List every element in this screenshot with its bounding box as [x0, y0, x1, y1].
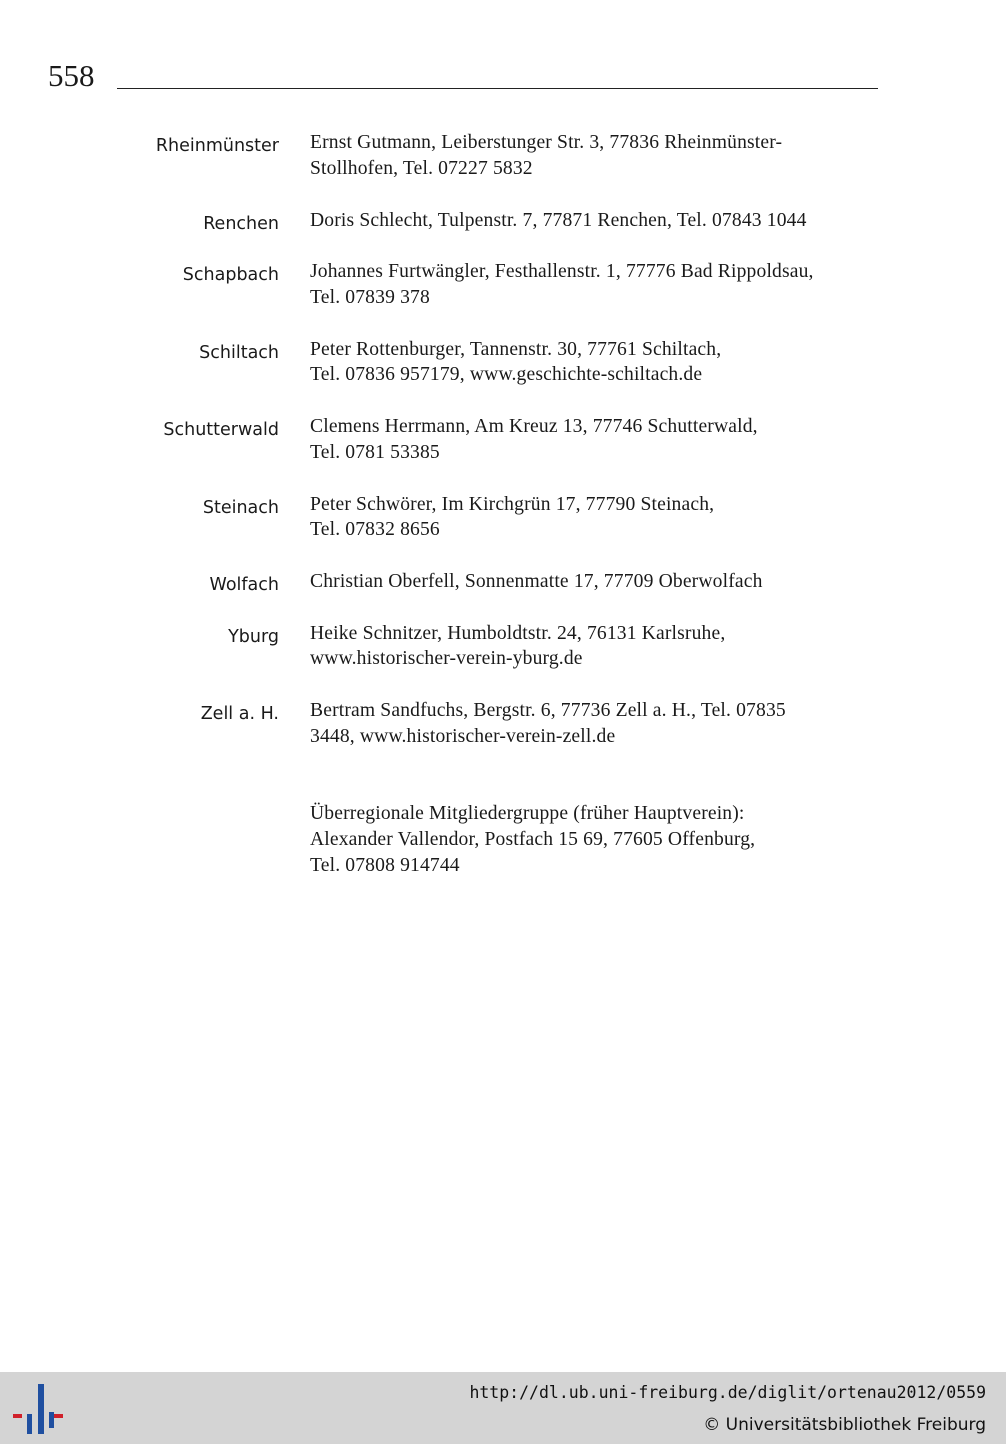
- address-line: Peter Schwörer, Im Kirchgrün 17, 77790 Steinach,: [310, 493, 715, 515]
- address-line: Heike Schnitzer, Humboldtstr. 24, 76131 Karlsruhe,: [310, 622, 726, 644]
- address-line: Tel. 07839 378: [310, 286, 430, 308]
- entry-place: Yburg: [228, 626, 279, 647]
- address-entry: [0, 208, 1006, 234]
- page-number: 558: [48, 58, 95, 93]
- header-rule: [117, 88, 878, 89]
- supraregional-line: Alexander Vallendor, Postfach 15 69, 77605 Offenburg,: [310, 828, 756, 850]
- supraregional-group: [310, 801, 755, 878]
- entry-place: Schutterwald: [163, 420, 279, 440]
- address-entry: [0, 337, 1006, 389]
- address-entry: [0, 698, 1006, 750]
- address-line: Clemens Herrmann, Am Kreuz 13, 77746 Schutterwald,: [310, 416, 758, 437]
- entry-address: [310, 569, 890, 595]
- library-footer: [0, 1372, 1006, 1444]
- entry-address: [310, 259, 890, 311]
- footer-copyright: © Universitätsbibliothek Freiburg: [703, 1415, 986, 1435]
- entry-address: [310, 492, 890, 544]
- address-line: Christian Oberfell, Sonnenmatte 17, 77709 Oberwolfach: [310, 571, 763, 592]
- address-line: Ernst Gutmann, Leiberstunger Str. 3, 77836 Rheinmünster-: [310, 132, 783, 153]
- address-line: Tel. 0781 53385: [310, 441, 440, 463]
- ub-freiburg-logo-icon: [12, 1384, 64, 1434]
- address-entry: [0, 414, 1006, 466]
- entry-address: [310, 130, 890, 182]
- address-line: www.historischer-verein-yburg.de: [310, 648, 583, 670]
- entry-place: Schiltach: [199, 342, 279, 363]
- address-line: Tel. 07832 8656: [310, 519, 440, 541]
- footer-url-link[interactable]: http://dl.ub.uni-freiburg.de/diglit/ortenau2012/0559: [469, 1383, 986, 1402]
- entry-address: [310, 208, 890, 234]
- entry-address: [310, 698, 890, 750]
- entry-place: Wolfach: [209, 575, 279, 595]
- entry-place: Rheinmünster: [155, 136, 279, 156]
- address-entry: [0, 621, 1006, 673]
- address-entry: [0, 130, 1006, 182]
- entry-place: Schapbach: [182, 265, 279, 285]
- address-line: Stollhofen, Tel. 07227 5832: [310, 157, 533, 179]
- address-line: Tel. 07836 957179, www.geschichte-schiltach.de: [310, 364, 703, 386]
- address-line: 3448, www.historischer-verein-zell.de: [310, 725, 616, 747]
- supraregional-line: Überregionale Mitgliedergruppe (früher Hauptverein):: [310, 803, 745, 824]
- address-list: [0, 130, 1006, 776]
- address-line: Peter Rottenburger, Tannenstr. 30, 77761 Schiltach,: [310, 338, 722, 360]
- address-entry: [0, 569, 1006, 595]
- entry-address: [310, 621, 890, 673]
- address-entry: [0, 259, 1006, 311]
- entry-address: [310, 414, 890, 466]
- entry-place: Steinach: [202, 497, 279, 518]
- address-line: Johannes Furtwängler, Festhallenstr. 1, 77776 Bad Rippoldsau,: [310, 261, 814, 282]
- entry-address: [310, 337, 890, 389]
- entry-place: Zell a. H.: [200, 704, 279, 724]
- address-line: Doris Schlecht, Tulpenstr. 7, 77871 Renchen, Tel. 07843 1044: [310, 209, 807, 231]
- address-entry: [0, 492, 1006, 544]
- entry-place: Renchen: [203, 213, 279, 234]
- address-line: Bertram Sandfuchs, Bergstr. 6, 77736 Zell a. H., Tel. 07835: [310, 700, 786, 721]
- supraregional-line: Tel. 07808 914744: [310, 854, 460, 876]
